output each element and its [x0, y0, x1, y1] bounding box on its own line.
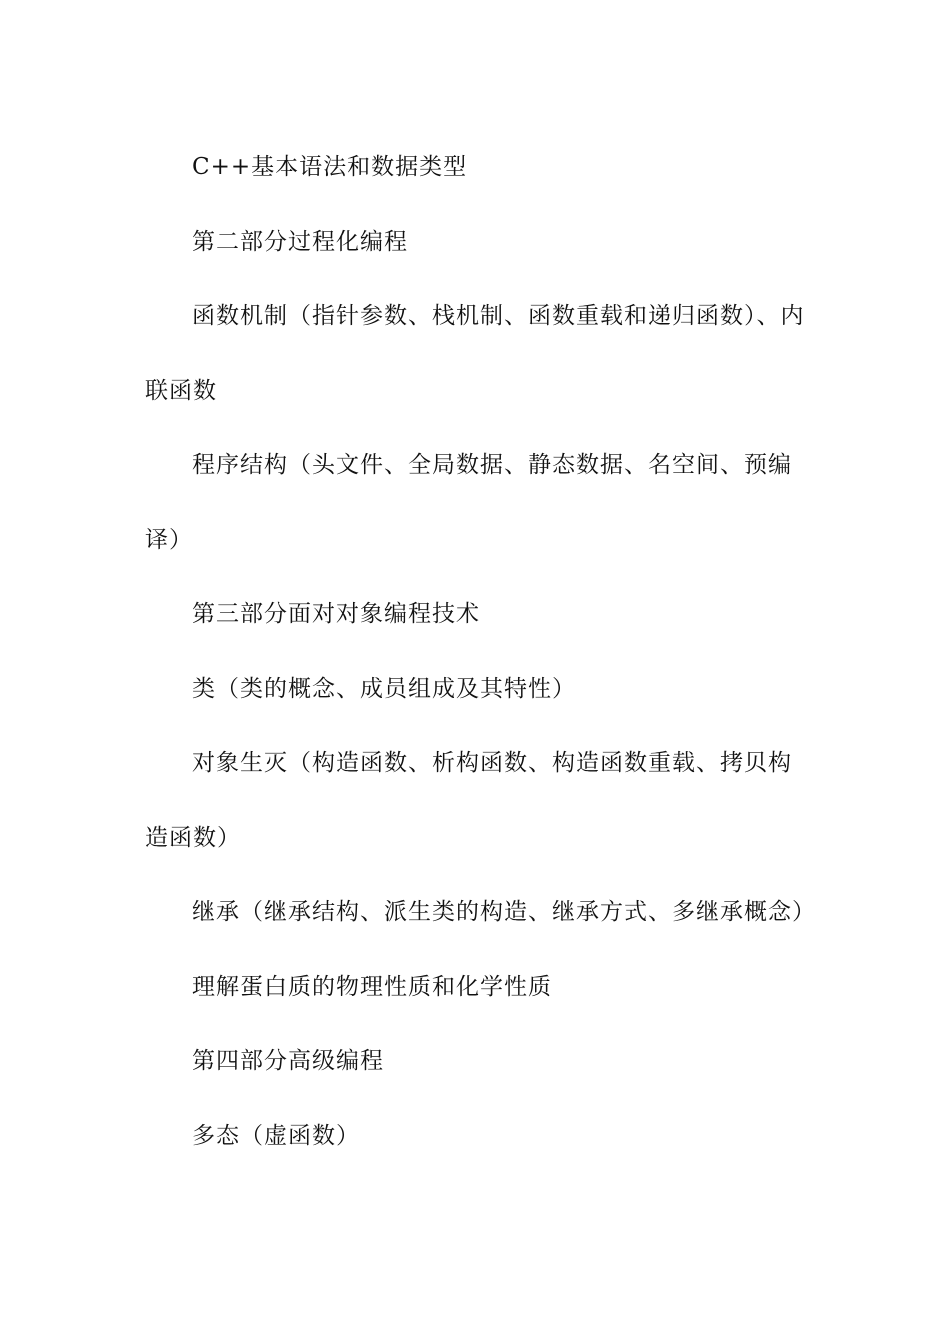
paragraph-classes: 类（类的概念、成员组成及其特性） [192, 675, 576, 702]
paragraph-protein-properties: 理解蛋白质的物理性质和化学性质 [192, 973, 552, 1000]
paragraph-polymorphism: 多态（虚函数） [192, 1122, 360, 1149]
document-body [145, 130, 816, 1173]
paragraph-part-four-heading: 第四部分高级编程 [192, 1048, 384, 1074]
paragraph-object-lifecycle: 对象生灭（构造函数、析构函数、构造函数重载、拷贝构造函数） [145, 750, 792, 851]
paragraph-inheritance: 继承（继承结构、派生类的构造、继承方式、多继承概念） [192, 899, 816, 925]
paragraph-cpp-basics: C++基本语法和数据类型 [192, 154, 468, 180]
paragraph-function-mechanism: 函数机制（指针参数、栈机制、函数重载和递归函数）、内联函数 [145, 303, 805, 404]
paragraph-program-structure: 程序结构（头文件、全局数据、静态数据、名空间、预编译） [145, 452, 792, 553]
paragraph-part-three-heading: 第三部分面对对象编程技术 [192, 601, 480, 627]
paragraph-part-two-heading: 第二部分过程化编程 [192, 228, 408, 255]
